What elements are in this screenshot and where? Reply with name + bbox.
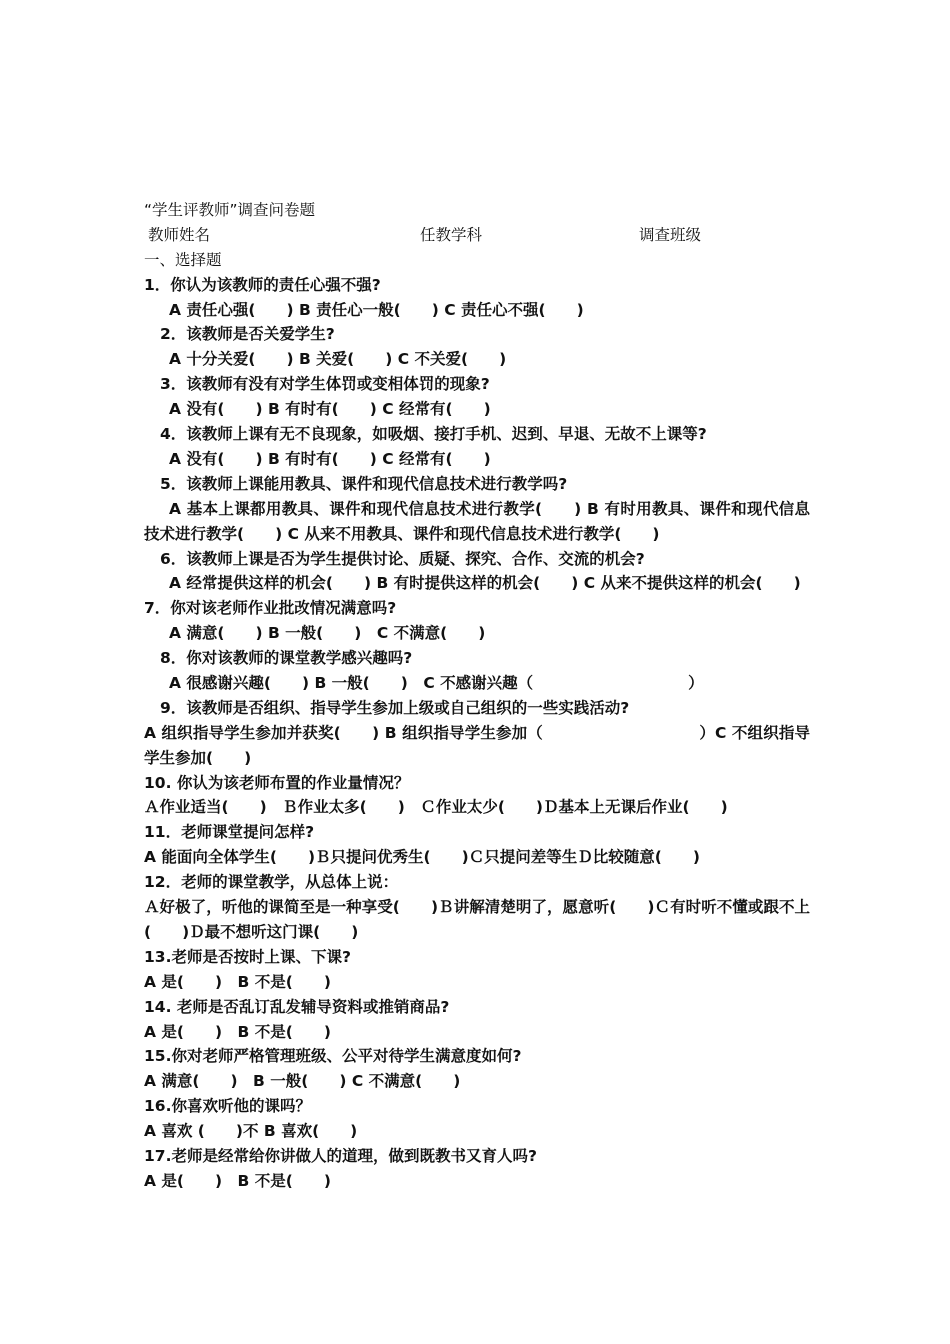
question-8-options: A 很感谢兴趣( ) B 一般( ) C 不感谢兴趣（ ） <box>169 673 704 692</box>
document-title: “学生评教师”调查问卷题 <box>144 201 316 219</box>
question-11: 11．老师课堂提问怎样? <box>144 823 315 842</box>
subject-label: 任教学科 <box>420 225 483 244</box>
question-11-options: A 能面向全体学生( )Ｂ只提问优秀生( )Ｃ只提问差等生Ｄ比较随意( ) <box>144 848 700 867</box>
question-9: 9．该教师是否组织、指导学生参加上级或自己组织的一些实践活动? <box>160 698 630 717</box>
question-5-options: A 基本上课都用教具、课件和现代信息技术进行教学( ) B 有时用教具、课件和现代信息技术进行教学( ) C 从来不用教具、课件和现代信息技术进行教学( ) <box>144 499 810 543</box>
question-14-options: A 是( ) B 不是( ) <box>144 1022 331 1041</box>
question-10: 10. 你认为该老师布置的作业量情况？ <box>144 773 410 792</box>
question-12-options: Ａ好极了，听他的课简至是一种享受( )Ｂ讲解清楚明了，愿意听( )Ｃ有时听不懂或跟不上 ( )Ｄ最不想听这门课( ) <box>144 898 826 941</box>
survey-content <box>144 198 826 1194</box>
question-10-options: Ａ作业适当( ) Ｂ作业太多( ) Ｃ作业太少( )Ｄ基本上无课后作业( ) <box>144 798 728 817</box>
question-3: 3．该教师有没有对学生体罚或变相体罚的现象? <box>160 375 490 394</box>
question-14: 14. 老师是否乱订乱发辅导资料或推销商品? <box>144 997 450 1016</box>
question-17: 17.老师是经常给你讲做人的道理，做到既教书又育人吗? <box>144 1146 537 1165</box>
class-label: 调查班级 <box>639 225 702 244</box>
question-8: 8．你对该教师的课堂教学感兴趣吗? <box>160 649 413 668</box>
question-15-options: A 满意( ) B 一般( ) C 不满意( ) <box>144 1072 461 1091</box>
question-7-options: A 满意( ) B 一般( ) C 不满意( ) <box>169 624 486 643</box>
question-5: 5．该教师上课能用教具、课件和现代信息技术进行教学吗? <box>160 474 568 493</box>
question-17-options: A 是( ) B 不是( ) <box>144 1171 331 1190</box>
question-1-options: A 责任心强( ) B 责任心一般( ) C 责任心不强( ) <box>169 300 584 319</box>
question-2: 2．该教师是否关爱学生? <box>160 325 335 344</box>
question-2-options: A 十分关爱( ) B 关爱( ) C 不关爱( ) <box>169 350 507 369</box>
question-16-options: A 喜欢 ( )不 B 喜欢( ) <box>144 1122 358 1141</box>
question-6: 6．该教师上课是否为学生提供讨论、质疑、探究、合作、交流的机会? <box>160 549 645 568</box>
teacher-name-label: 教师姓名 <box>148 225 211 244</box>
question-1: 1．你认为该教师的责任心强不强? <box>144 275 381 294</box>
question-4-options: A 没有( ) B 有时有( ) C 经常有( ) <box>169 449 491 468</box>
question-16: 16.你喜欢听他的课吗？ <box>144 1097 311 1116</box>
question-12: 12．老师的课堂教学，从总体上说： <box>144 873 399 892</box>
question-3-options: A 没有( ) B 有时有( ) C 经常有( ) <box>169 400 491 419</box>
question-7: 7．你对该老师作业批改情况满意吗? <box>144 599 397 618</box>
question-9-options: A 组织指导学生参加并获奖( ) B 组织指导学生参加（ ）C 不组织指导学生参加( ) <box>144 723 810 767</box>
question-15: 15.你对老师严格管理班级、公平对待学生满意度如何? <box>144 1047 522 1066</box>
question-13: 13.老师是否按时上课、下课? <box>144 947 351 966</box>
question-4: 4．该教师上课有无不良现象，如吸烟、接打手机、迟到、早退、无故不上课等? <box>160 425 707 444</box>
question-13-options: A 是( ) B 不是( ) <box>144 972 331 991</box>
question-6-options: A 经常提供这样的机会( ) B 有时提供这样的机会( ) C 从来不提供这样的机会( ) <box>169 574 801 593</box>
header-fields <box>144 223 810 248</box>
section-heading: 一、选择题 <box>144 250 222 269</box>
